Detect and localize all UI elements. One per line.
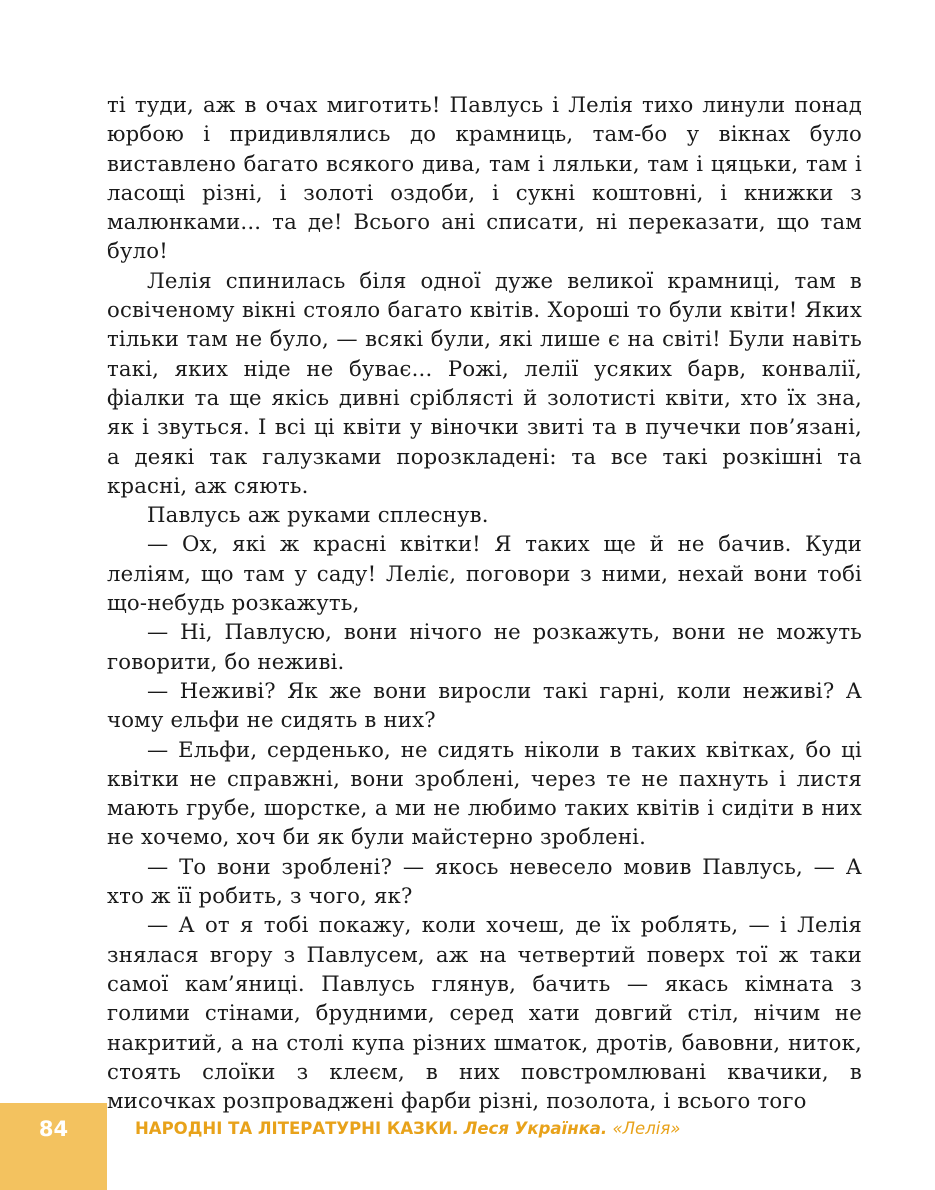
paragraph: Павлусь аж руками сплеснув. [147, 502, 489, 528]
page-number: 84 [38, 1117, 69, 1141]
body-text [107, 90, 862, 1115]
paragraph: — Ні, Павлусю, вони нічого не розкажуть, вони не можуть говорити, бо неживі. [107, 619, 862, 674]
running-title [135, 1119, 680, 1138]
paragraph: — Ельфи, серденько, не сидять ніколи в таких квітках, бо ці квітки не справжні, вони зроблені, через те не пахнуть і листя мають грубе, шорстке, а ми не любимо таких квітів і сидіти в них не хочемо, хоч би як були майстерно зроблені. [107, 736, 862, 850]
paragraph: — То вони зроблені? — якось невесело мовив Павлусь, — А хто ж її робить, з чого, як? [107, 853, 862, 909]
running-title-author: Леся Українка. [463, 1119, 608, 1138]
running-title-section: НАРОДНІ ТА ЛІТЕРАТУРНІ КАЗКИ. [135, 1119, 459, 1138]
paragraph: — Неживі? Як же вони виросли такі гарні, коли неживі? А чому ельфи не сидять в них? [107, 677, 862, 733]
paragraph: — Ох, які ж красні квітки! Я таких ще й не бачив. Куди лелiям, що там у саду! Леліє, поговори з ними, нехай вони тобі що-небудь розкажуть, [107, 531, 862, 616]
paragraph: ті туди, аж в очах миготить! Павлусь і Лелія тихо линули понад юрбою і придивлялись до крамниць, там-бо у вікнах було виставлено багато всякого дива, там і ляльки, там і цяцьки, там і ласощі різні, і золоті оздоби, і сукні коштовні, і книжки з малюнками... та де! Всього ані списати, ні переказати, що там було! [107, 92, 862, 264]
paragraph: Лелія спинилась біля одної дуже великої крамниці, там в освіченому вікні стояло багато квітів. Хороші то були квіти! Яких тільки там не було, — всякі були, які лише є на світі! Були навіть такі, яких ніде не буває... Рожі, лелії усяких барв, конвалії, фіалки та ще якісь дивні сріблясті й золотисті квіти, хто їх зна, як і звуться. І всі ці квіти у віночки звиті та в пучечки пов’язані, а деякі так галузками порозкладені: та все такі розкішні та красні, аж сяють. [107, 267, 862, 498]
running-title-work: «Лелія» [612, 1119, 681, 1138]
paragraph: — А от я тобі покажу, коли хочеш, де їх роблять, — і Лелія знялася вгору з Павлусем, аж на четвертий поверх тої ж таки самої кам’яниці. Павлусь глянув, бачить — якась кімната з голими стінами, брудними, серед хати довгий стіл, нічим не накритий, а на столі купа різних шматок, дротів, бавовни, ниток, стоять слоїки з клеєм, в них повстромлювані квачики, в мисочках розпроваджені фарби різні, позолота, і всього того [107, 912, 862, 1114]
